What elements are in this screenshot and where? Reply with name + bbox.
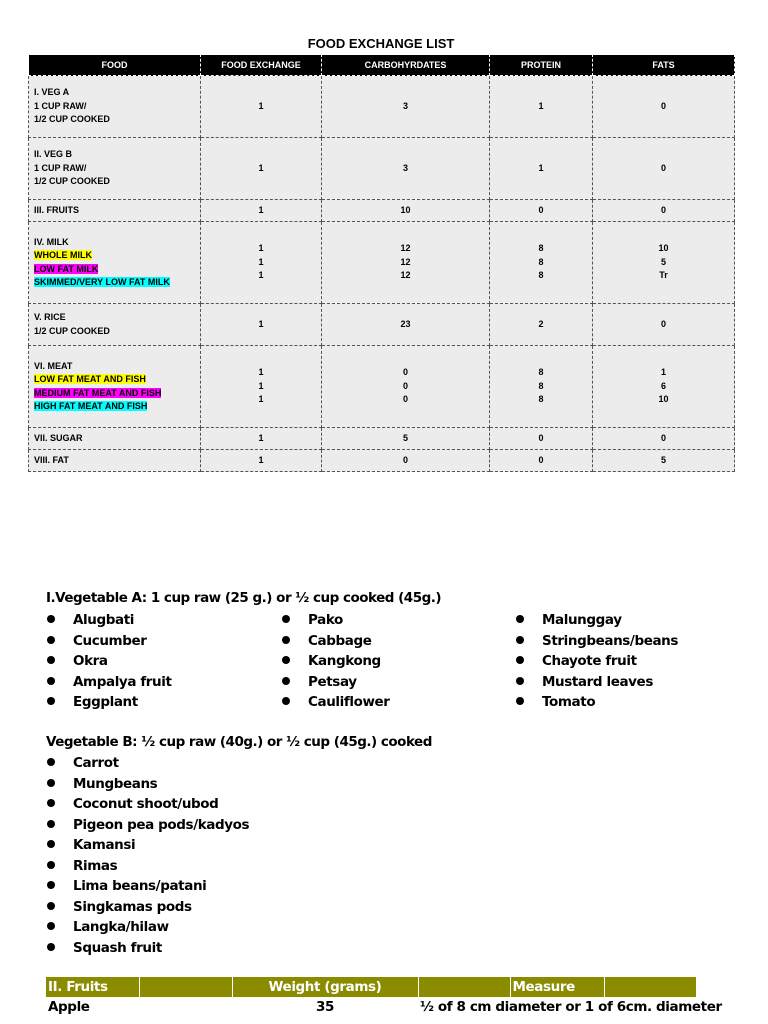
list-item-label: Petsay xyxy=(308,673,357,690)
veg-b-list xyxy=(47,753,249,958)
exchange-cell xyxy=(201,222,322,304)
list-item-label: Alugbati xyxy=(73,612,135,628)
food-line xyxy=(34,373,195,387)
exchange-cell xyxy=(201,76,322,138)
list-item-label: Carrot xyxy=(73,755,119,771)
food-cell xyxy=(29,304,201,346)
carbs-value: 3 xyxy=(402,162,408,173)
list-item xyxy=(47,897,249,918)
bullet-icon xyxy=(47,902,55,910)
list-item xyxy=(47,753,249,774)
fats-cell xyxy=(593,346,735,428)
list-item-label: Coconut shoot/ubod xyxy=(73,796,219,812)
list-item-label: Rimas xyxy=(73,857,118,874)
fats-value: 6 xyxy=(660,380,666,391)
list-item-label: Okra xyxy=(73,653,108,669)
fruits-header-measure: Measure xyxy=(510,977,604,997)
list-item-label: Pigeon pea pods/kadyos xyxy=(73,816,250,833)
col-header-food-exchange: FOOD EXCHANGE xyxy=(201,55,322,76)
fruits-table xyxy=(46,977,722,1017)
list-item xyxy=(516,692,678,713)
fats-value: 0 xyxy=(660,162,666,173)
fats-cell xyxy=(593,450,735,472)
fats-value: 1 xyxy=(660,367,666,378)
bullet-icon xyxy=(47,943,55,951)
bullet-icon xyxy=(47,840,55,848)
carbs-cell xyxy=(322,138,490,200)
exchange-value: 1 xyxy=(258,204,264,215)
highlighted-food-label: MEDIUM FAT MEAT AND FISH xyxy=(34,387,162,398)
fruits-header-blank xyxy=(139,977,232,997)
protein-cell xyxy=(490,304,593,346)
carbs-value: 5 xyxy=(402,432,408,443)
bullet-icon xyxy=(47,656,55,664)
fats-cell xyxy=(593,138,735,200)
protein-value: 8 xyxy=(538,243,544,254)
carbs-value: 12 xyxy=(400,243,411,254)
bullet-icon xyxy=(47,799,55,807)
food-cell xyxy=(29,450,201,472)
protein-value: 8 xyxy=(538,270,544,281)
list-item-label: Squash fruit xyxy=(73,939,162,956)
bullet-icon xyxy=(282,636,290,644)
bullet-icon xyxy=(516,656,524,664)
protein-value: 8 xyxy=(538,394,544,405)
bullet-icon xyxy=(47,636,55,644)
list-item-label: Stringbeans/beans xyxy=(542,632,679,649)
protein-value: 8 xyxy=(538,256,544,267)
highlighted-food-label: HIGH FAT MEAT AND FISH xyxy=(34,401,148,411)
veg-a-list-col2 xyxy=(282,610,390,713)
carbs-cell xyxy=(322,76,490,138)
food-line: 1/2 CUP COOKED xyxy=(34,176,110,187)
fats-cell xyxy=(593,200,735,222)
bullet-icon xyxy=(516,615,524,623)
table-header-row xyxy=(29,55,735,76)
food-cell xyxy=(29,346,201,428)
list-item-label: Chayote fruit xyxy=(542,653,637,669)
exchange-row xyxy=(29,346,735,428)
list-item xyxy=(47,692,172,713)
fruit-weight: 35 xyxy=(316,999,334,1015)
veg-a-list-col1 xyxy=(47,610,172,713)
fruits-header-blank xyxy=(418,977,510,997)
protein-value: 8 xyxy=(538,380,544,391)
bullet-icon xyxy=(47,820,55,828)
list-item xyxy=(282,692,390,713)
exchange-cell xyxy=(201,346,322,428)
list-item-label: Kamansi xyxy=(73,837,136,853)
food-line: III. FRUITS xyxy=(34,204,79,215)
food-line: 1/2 CUP COOKED xyxy=(34,114,110,125)
food-line xyxy=(34,276,195,290)
list-item xyxy=(47,610,172,631)
exchange-row xyxy=(29,428,735,450)
veg-b-heading: Vegetable B: ½ cup raw (40g.) or ½ cup (45g.) cooked xyxy=(46,734,432,750)
food-cell xyxy=(29,428,201,450)
bullet-icon xyxy=(47,758,55,766)
bullet-icon xyxy=(47,677,55,685)
protein-cell xyxy=(490,138,593,200)
protein-value: 8 xyxy=(538,367,544,378)
list-item-label: Lima beans/patani xyxy=(73,878,207,894)
list-item-label: Mungbeans xyxy=(73,775,158,792)
carbs-value: 12 xyxy=(400,256,411,267)
exchange-row xyxy=(29,222,735,304)
exchange-cell xyxy=(201,428,322,450)
fats-value: 0 xyxy=(660,204,666,215)
food-line xyxy=(34,249,195,263)
bullet-icon xyxy=(282,615,290,623)
col-header-carbohydrates: CARBOHYRDATES xyxy=(322,55,490,76)
food-line: 1 CUP RAW/ xyxy=(34,100,87,111)
food-line: VII. SUGAR xyxy=(34,432,83,443)
list-item xyxy=(516,672,678,693)
exchange-value: 1 xyxy=(258,394,264,405)
bullet-icon xyxy=(47,615,55,623)
food-exchange-table xyxy=(28,54,735,472)
list-item-label: Ampalya fruit xyxy=(73,673,172,690)
list-item xyxy=(47,835,249,856)
bullet-icon xyxy=(282,656,290,664)
veg-a-list-col3 xyxy=(516,610,678,713)
list-item-label: Cauliflower xyxy=(308,694,390,710)
fats-value: 0 xyxy=(660,100,666,111)
bullet-icon xyxy=(516,677,524,685)
fats-cell xyxy=(593,222,735,304)
protein-value: 1 xyxy=(538,162,544,173)
protein-value: 0 xyxy=(538,454,544,465)
carbs-cell xyxy=(322,222,490,304)
exchange-row xyxy=(29,138,735,200)
exchange-cell xyxy=(201,450,322,472)
fruit-measure: ½ of 8 cm diameter or 1 of 6cm. diameter xyxy=(420,999,722,1015)
exchange-value: 1 xyxy=(258,256,264,267)
exchange-value: 1 xyxy=(258,380,264,391)
fats-value: 0 xyxy=(660,432,666,443)
exchange-cell xyxy=(201,138,322,200)
food-line: V. RICE xyxy=(34,312,66,322)
exchange-value: 1 xyxy=(258,100,264,111)
list-item xyxy=(47,631,172,652)
food-cell xyxy=(29,76,201,138)
bullet-icon xyxy=(516,636,524,644)
food-cell xyxy=(29,138,201,200)
food-line: I. VEG A xyxy=(34,87,70,98)
fats-value: 5 xyxy=(660,256,666,267)
food-line xyxy=(34,263,195,277)
protein-value: 0 xyxy=(538,204,544,215)
fats-cell xyxy=(593,304,735,346)
list-item-label: Eggplant xyxy=(73,694,138,710)
col-header-protein: PROTEIN xyxy=(490,55,593,76)
list-item-label: Cucumber xyxy=(73,632,147,649)
food-line: IV. MILK xyxy=(34,236,69,247)
highlighted-food-label: LOW FAT MILK xyxy=(34,263,99,274)
list-item xyxy=(47,672,172,693)
carbs-value: 0 xyxy=(402,367,408,378)
food-cell xyxy=(29,200,201,222)
list-item xyxy=(47,815,249,836)
carbs-value: 23 xyxy=(400,318,411,329)
list-item xyxy=(516,610,678,631)
table-title: FOOD EXCHANGE LIST xyxy=(307,36,455,51)
carbs-cell xyxy=(322,304,490,346)
fats-value: 5 xyxy=(660,454,666,465)
protein-value: 0 xyxy=(538,432,544,443)
fats-cell xyxy=(593,428,735,450)
exchange-value: 1 xyxy=(258,243,264,254)
carbs-value: 3 xyxy=(402,100,408,111)
list-item xyxy=(516,631,678,652)
list-item xyxy=(47,794,249,815)
col-header-fats: FATS xyxy=(593,55,735,76)
bullet-icon xyxy=(47,861,55,869)
carbs-cell xyxy=(322,346,490,428)
exchange-value: 1 xyxy=(258,432,264,443)
highlighted-food-label: SKIMMED/VERY LOW FAT MILK xyxy=(34,277,170,287)
exchange-value: 1 xyxy=(258,454,264,465)
exchange-row xyxy=(29,200,735,222)
highlighted-food-label: LOW FAT MEAT AND FISH xyxy=(34,374,146,384)
bullet-icon xyxy=(47,922,55,930)
list-item xyxy=(47,856,249,877)
protein-cell xyxy=(490,450,593,472)
exchange-row xyxy=(29,450,735,472)
highlighted-food-label: WHOLE MILK xyxy=(34,250,92,260)
col-header-food: FOOD xyxy=(29,55,201,76)
fruits-header-row xyxy=(46,977,696,997)
bullet-icon xyxy=(282,697,290,705)
fruits-row xyxy=(46,997,696,1017)
carbs-value: 0 xyxy=(402,380,408,391)
food-cell xyxy=(29,222,201,304)
carbs-value: 12 xyxy=(400,270,411,281)
exchange-value: 1 xyxy=(258,318,264,329)
protein-value: 1 xyxy=(538,100,544,111)
exchange-cell xyxy=(201,304,322,346)
fruit-name: Apple xyxy=(48,999,90,1015)
carbs-cell xyxy=(322,450,490,472)
list-item-label: Langka/hilaw xyxy=(73,919,169,935)
exchange-value: 1 xyxy=(258,367,264,378)
food-line: VI. MEAT xyxy=(34,360,73,371)
protein-cell xyxy=(490,200,593,222)
list-item xyxy=(47,938,249,959)
food-line: II. VEG B xyxy=(34,149,73,160)
food-line xyxy=(34,400,195,414)
list-item-label: Malunggay xyxy=(542,612,622,628)
exchange-row xyxy=(29,304,735,346)
fruits-header-weight: Weight (grams) xyxy=(232,977,418,997)
list-item-label: Mustard leaves xyxy=(542,673,653,690)
exchange-cell xyxy=(201,200,322,222)
food-line: VIII. FAT xyxy=(34,454,69,465)
list-item xyxy=(47,651,172,672)
carbs-value: 0 xyxy=(402,394,408,405)
food-line: 1 CUP RAW/ xyxy=(34,162,87,173)
protein-cell xyxy=(490,346,593,428)
list-item-label: Kangkong xyxy=(308,653,381,669)
bullet-icon xyxy=(47,697,55,705)
list-item xyxy=(47,917,249,938)
list-item-label: Pako xyxy=(308,612,343,628)
protein-cell xyxy=(490,428,593,450)
list-item-label: Cabbage xyxy=(308,632,372,649)
exchange-value: 1 xyxy=(258,270,264,281)
list-item xyxy=(282,651,390,672)
protein-cell xyxy=(490,76,593,138)
list-item xyxy=(282,672,390,693)
list-item xyxy=(516,651,678,672)
carbs-cell xyxy=(322,428,490,450)
list-item-label: Tomato xyxy=(542,694,596,710)
exchange-value: 1 xyxy=(258,162,264,173)
fruits-header-name: II. Fruits xyxy=(46,977,139,997)
fats-cell xyxy=(593,76,735,138)
bullet-icon xyxy=(47,779,55,787)
food-line: 1/2 CUP COOKED xyxy=(34,325,110,336)
fats-value: Tr xyxy=(659,270,668,281)
food-line xyxy=(34,387,195,401)
list-item xyxy=(47,774,249,795)
list-item-label: Singkamas pods xyxy=(73,898,192,915)
protein-value: 2 xyxy=(538,318,544,329)
protein-cell xyxy=(490,222,593,304)
bullet-icon xyxy=(47,881,55,889)
list-item xyxy=(282,610,390,631)
veg-a-heading: I.Vegetable A: 1 cup raw (25 g.) or ½ cup cooked (45g.) xyxy=(46,590,442,606)
list-item xyxy=(47,876,249,897)
carbs-value: 0 xyxy=(402,454,408,465)
fruits-header-blank xyxy=(604,977,696,997)
carbs-value: 10 xyxy=(400,204,411,215)
exchange-row xyxy=(29,76,735,138)
bullet-icon xyxy=(282,677,290,685)
fats-value: 10 xyxy=(658,243,669,254)
bullet-icon xyxy=(516,697,524,705)
carbs-cell xyxy=(322,200,490,222)
fats-value: 10 xyxy=(658,394,669,405)
list-item xyxy=(282,631,390,652)
fats-value: 0 xyxy=(660,318,666,329)
